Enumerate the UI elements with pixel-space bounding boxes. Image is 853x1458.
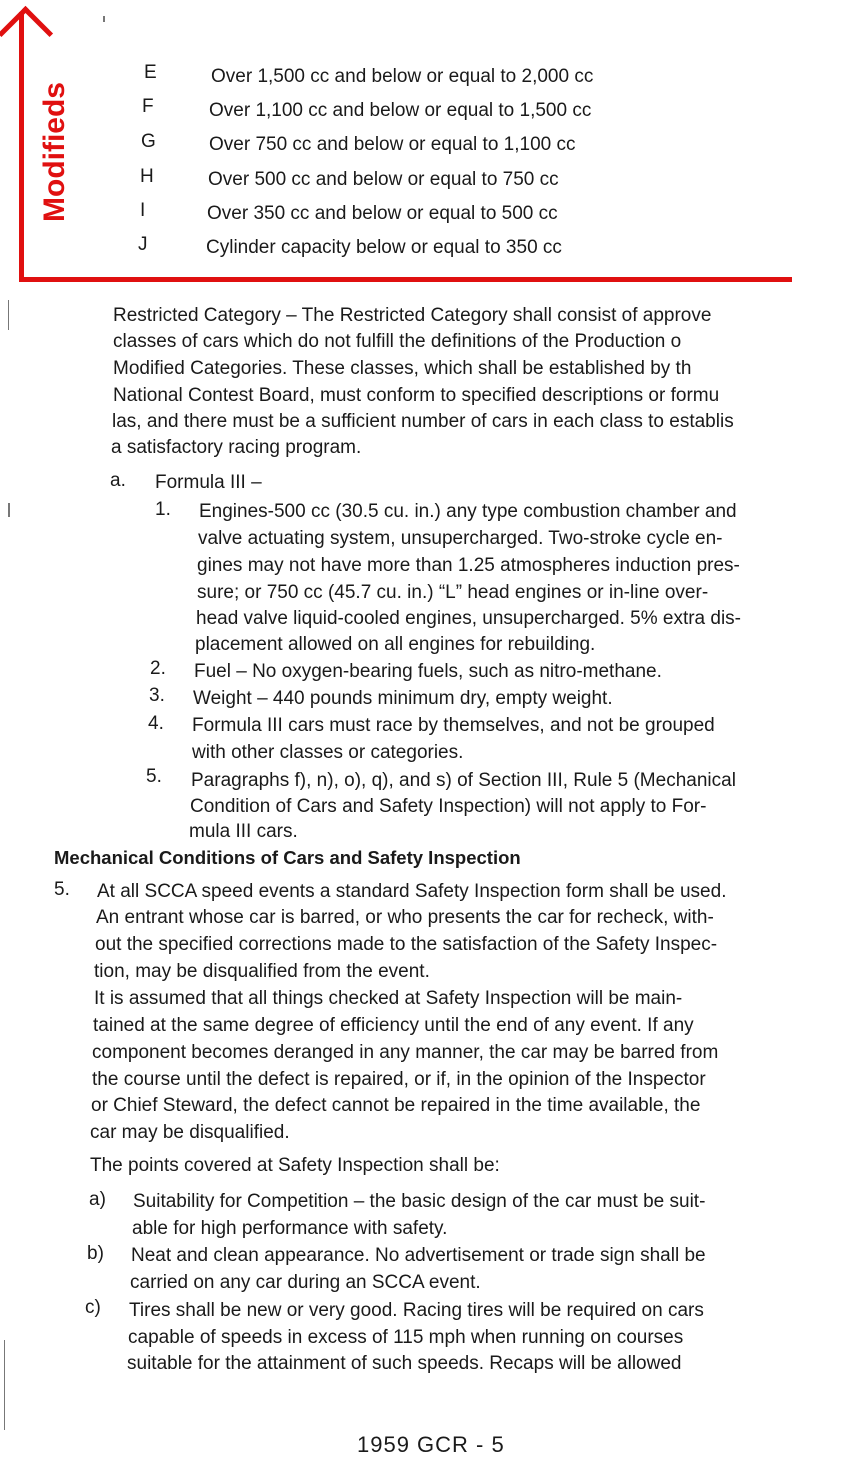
point-line: carried on any car during an SCCA event. [130,1272,481,1293]
class-description: Over 750 cc and below or equal to 1,100 cc [209,134,576,155]
paragraph-line: component becomes deranged in any manner, the car may be barred from [92,1042,719,1063]
paragraph-line: Modified Categories. These classes, which shall be established by th [113,358,692,379]
class-description: Cylinder capacity below or equal to 350 cc [206,237,562,258]
class-description: Over 350 cc and below or equal to 500 cc [207,203,558,224]
paragraph-line: out the specified corrections made to the satisfaction of the Safety Inspec- [95,934,718,955]
class-description: Over 500 cc and below or equal to 750 cc [208,169,559,190]
item-number: 1. [155,499,171,520]
paragraph-line: a satisfactory racing program. [111,437,362,458]
subsection-title: Formula III – [155,472,262,493]
item-line: valve actuating system, unsupercharged. Two-stroke cycle en- [198,528,723,549]
section-heading: Mechanical Conditions of Cars and Safety Inspection [54,847,521,868]
item-line: head valve liquid-cooled engines, unsupercharged. 5% extra dis- [196,608,742,629]
item-line: sure; or 750 cc (45.7 cu. in.) “L” head engines or in-line over- [197,582,709,603]
paragraph-line: car may be disqualified. [90,1122,290,1143]
point-line: Suitability for Competition – the basic design of the car must be suit- [133,1191,706,1212]
item-number: 4. [148,713,164,734]
paragraph-line: tained at the same degree of efficiency until the end of any event. If any [93,1015,694,1036]
item-line: gines may not have more than 1.25 atmospheres induction pres- [197,555,740,576]
class-letter: I [140,200,146,221]
point-line: suitable for the attainment of such speeds. Recaps will be allowed [127,1353,682,1374]
item-line: Formula III cars must race by themselves, and not be grouped [192,715,715,736]
point-line: Neat and clean appearance. No advertisement or trade sign shall be [131,1245,706,1266]
paragraph-line: classes of cars which do not fulfill the definitions of the Production o [113,331,682,352]
class-letter: J [138,234,148,255]
paragraph-line: tion, may be disqualified from the event. [94,961,430,982]
rule-number: 5. [54,879,70,900]
paragraph-line: An entrant whose car is barred, or who presents the car for recheck, with- [96,907,714,928]
item-line: with other classes or categories. [192,742,464,763]
points-intro: The points covered at Safety Inspection shall be: [90,1155,500,1176]
point-line: able for high performance with safety. [132,1218,448,1239]
class-description: Over 1,500 cc and below or equal to 2,000 cc [211,66,594,87]
item-line: Paragraphs f), n), o), q), and s) of Section III, Rule 5 (Mechanical [191,770,736,791]
class-letter: E [144,62,157,83]
paragraph-line: or Chief Steward, the defect cannot be repaired in the time available, the [91,1095,701,1116]
point-label: a) [89,1189,106,1210]
paragraph-line: It is assumed that all things checked at Safety Inspection will be main- [94,988,683,1009]
item-number: 2. [150,658,166,679]
item-line: mula III cars. [189,821,298,842]
class-letter: G [141,131,156,152]
class-letter: F [142,96,154,117]
scan-mark [4,1340,5,1430]
annotation-horizontal-line [19,277,792,282]
item-number: 5. [146,766,162,787]
class-letter: H [140,166,154,187]
item-number: 3. [149,685,165,706]
scan-mark [103,16,105,22]
annotation-label: Modifieds [38,82,71,222]
item-line: Engines-500 cc (30.5 cu. in.) any type combustion chamber and [199,501,737,522]
item-line: placement allowed on all engines for rebuilding. [195,634,596,655]
arrow-up-icon [0,6,53,61]
paragraph-line: National Contest Board, must conform to specified descriptions or formu [113,385,720,406]
paragraph-line: At all SCCA speed events a standard Safety Inspection form shall be used. [97,881,727,902]
item-line: Condition of Cars and Safety Inspection) will not apply to For- [190,796,707,817]
scan-mark [8,503,10,517]
subsection-label: a. [110,470,126,491]
item-line: Fuel – No oxygen-bearing fuels, such as nitro-methane. [194,661,662,682]
page-footer: 1959 GCR - 5 [357,1432,505,1457]
point-label: c) [85,1297,101,1318]
point-label: b) [87,1243,104,1264]
scan-mark [8,300,9,330]
paragraph-line: the course until the defect is repaired, or if, in the opinion of the Inspector [92,1069,706,1090]
paragraph-line: Restricted Category – The Restricted Category shall consist of approve [113,305,712,326]
class-description: Over 1,100 cc and below or equal to 1,500 cc [209,100,592,121]
point-line: capable of speeds in excess of 115 mph when running on courses [128,1327,684,1348]
point-line: Tires shall be new or very good. Racing tires will be required on cars [129,1300,704,1321]
paragraph-line: las, and there must be a sufficient number of cars in each class to establis [112,411,734,432]
item-line: Weight – 440 pounds minimum dry, empty weight. [193,688,613,709]
